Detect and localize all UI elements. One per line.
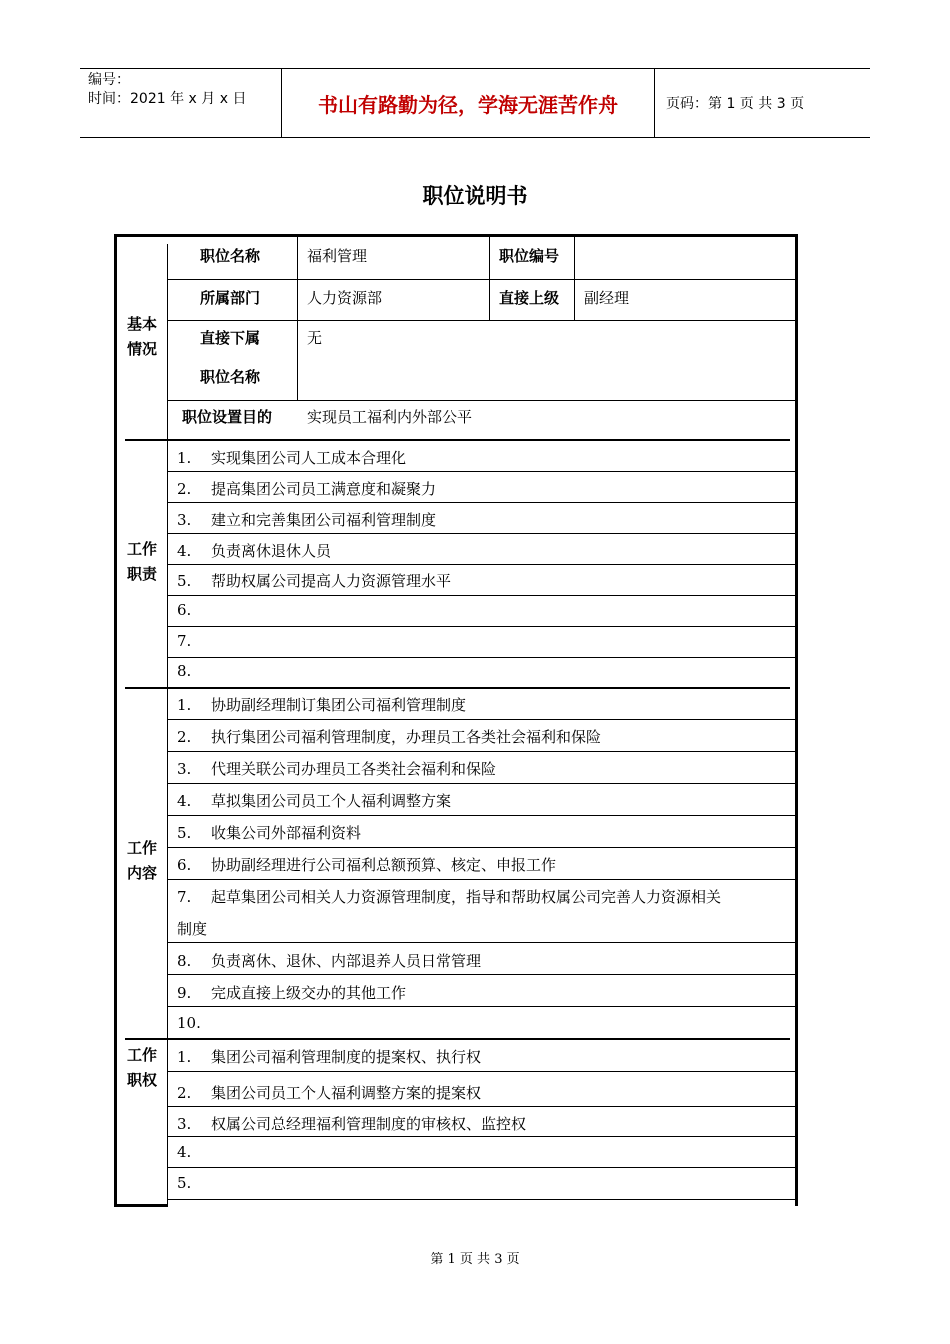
row-line	[168, 942, 795, 943]
position-no-label: 职位编号	[499, 247, 560, 265]
form-bottom-edge	[114, 1204, 168, 1207]
item-number: 6.	[177, 601, 192, 619]
basic-divider-1	[297, 237, 298, 400]
header-meta	[80, 69, 282, 137]
page-footer: 第 1 页 共 3 页	[430, 1252, 520, 1267]
item-number: 5.	[177, 1174, 192, 1192]
row-line	[168, 1071, 795, 1072]
row-line	[168, 815, 795, 816]
time-label: 时间：2021 年 x 月 x 日	[88, 91, 247, 107]
item-number: 6.	[177, 856, 192, 874]
item-text: 负责离休、退休、内部退养人员日常管理	[211, 952, 482, 970]
duty-item	[177, 447, 406, 468]
authority-item	[177, 1113, 526, 1134]
item-number: 3.	[177, 1115, 192, 1133]
content-item-continuation	[177, 918, 207, 939]
duty-item	[177, 601, 211, 619]
row-line	[168, 533, 795, 534]
content-item	[177, 726, 601, 747]
duty-item	[177, 662, 211, 680]
row-line	[168, 879, 795, 880]
superior-label: 直接上级	[499, 289, 560, 307]
item-number: 2.	[177, 728, 192, 746]
item-number: 1.	[177, 696, 192, 714]
section-basic-label	[118, 312, 166, 362]
item-number: 5.	[177, 572, 192, 590]
content-item	[177, 758, 496, 779]
purpose-value: 实现员工福利内外部公平	[307, 408, 473, 426]
content-item	[177, 886, 721, 907]
item-number: 8.	[177, 662, 192, 680]
section-content-label	[118, 836, 166, 886]
section-basic-line2: 情况	[126, 340, 157, 358]
row-line	[168, 564, 795, 565]
section-content-line1: 工作	[126, 839, 157, 857]
row-line	[168, 1167, 795, 1168]
content-item	[177, 694, 466, 715]
item-number: 9.	[177, 984, 192, 1002]
content-item	[177, 822, 361, 843]
item-number: 5.	[177, 824, 192, 842]
position-name-value: 福利管理	[307, 247, 368, 265]
content-item	[177, 790, 451, 811]
item-number: 8.	[177, 952, 192, 970]
page-title: 职位说明书	[422, 184, 528, 208]
header-page-info: 页码：第 1 页 共 3 页	[666, 96, 805, 112]
item-text: 制度	[177, 920, 208, 938]
section-line	[125, 1038, 790, 1040]
section-basic-line1: 基本	[126, 315, 157, 333]
item-text: 完成直接上级交办的其他工作	[211, 984, 407, 1002]
duty-item	[177, 478, 436, 499]
authority-item	[177, 1174, 211, 1192]
item-text: 集团公司福利管理制度的提案权、执行权	[211, 1048, 482, 1066]
authority-item	[177, 1143, 211, 1161]
item-text: 建立和完善集团公司福利管理制度	[211, 511, 437, 529]
section-divider	[167, 244, 168, 1206]
purpose-label: 职位设置目的	[182, 408, 273, 426]
row-line	[168, 719, 795, 720]
row-line	[168, 595, 795, 596]
row-line	[168, 279, 795, 280]
duty-item	[177, 570, 451, 591]
item-number: 7.	[177, 632, 192, 650]
subordinate-value: 无	[307, 329, 323, 347]
item-text: 实现集团公司人工成本合理化	[211, 449, 407, 467]
section-authority-line2: 职权	[126, 1071, 157, 1089]
item-text: 协助副经理制订集团公司福利管理制度	[211, 696, 467, 714]
content-item	[177, 854, 556, 875]
item-number: 1.	[177, 449, 192, 467]
row-line	[168, 626, 795, 627]
section-line	[125, 439, 790, 441]
duty-item	[177, 509, 436, 530]
row-line	[168, 502, 795, 503]
item-number: 3.	[177, 760, 192, 778]
item-number: 4.	[177, 542, 192, 560]
item-text: 收集公司外部福利资料	[211, 824, 362, 842]
item-text: 帮助权属公司提高人力资源管理水平	[211, 572, 452, 590]
item-text: 权属公司总经理福利管理制度的审核权、监控权	[211, 1115, 527, 1133]
item-number: 4.	[177, 792, 192, 810]
department-label: 所属部门	[200, 289, 261, 307]
item-text: 起草集团公司相关人力资源管理制度，指导和帮助权属公司完善人力资源相关	[211, 888, 722, 906]
row-line	[168, 471, 795, 472]
row-line	[168, 1106, 795, 1107]
item-text: 执行集团公司福利管理制度，办理员工各类社会福利和保险	[211, 728, 602, 746]
document-header	[80, 68, 870, 138]
section-authority-line1: 工作	[126, 1046, 157, 1064]
duty-item	[177, 632, 211, 650]
row-line	[168, 847, 795, 848]
section-duties-label	[118, 537, 166, 587]
section-authority-label	[118, 1043, 166, 1093]
row-line	[168, 1199, 795, 1200]
item-text: 负责离休退休人员	[211, 542, 332, 560]
item-text: 草拟集团公司员工个人福利调整方案	[211, 792, 452, 810]
row-line	[168, 657, 795, 658]
section-content-line2: 内容	[126, 864, 157, 882]
position-name-label: 职位名称	[200, 247, 261, 265]
item-number: 2.	[177, 1084, 192, 1102]
department-value: 人力资源部	[307, 289, 383, 307]
item-text: 代理关联公司办理员工各类社会福利和保险	[211, 760, 497, 778]
item-number: 10.	[177, 1014, 201, 1032]
section-line	[125, 687, 790, 689]
item-text: 提高集团公司员工满意度和凝聚力	[211, 480, 437, 498]
row-line	[168, 1136, 795, 1137]
section-duties-line2: 职责	[126, 565, 157, 583]
item-text: 集团公司员工个人福利调整方案的提案权	[211, 1084, 482, 1102]
content-item	[177, 1014, 211, 1032]
authority-item	[177, 1046, 481, 1067]
duty-item	[177, 540, 331, 561]
superior-value: 副经理	[584, 289, 630, 307]
row-line	[168, 400, 795, 401]
content-item	[177, 950, 481, 971]
row-line	[168, 751, 795, 752]
subordinate-label-1: 直接下属	[200, 329, 261, 347]
row-line	[168, 783, 795, 784]
header-motto: 书山有路勤为径，学海无涯苦作舟	[282, 69, 655, 137]
item-number: 2.	[177, 480, 192, 498]
row-line	[168, 1006, 795, 1007]
item-number: 7.	[177, 888, 192, 906]
content-item	[177, 982, 406, 1003]
row-line	[168, 320, 795, 321]
section-duties-line1: 工作	[126, 540, 157, 558]
item-number: 3.	[177, 511, 192, 529]
item-text: 协助副经理进行公司福利总额预算、核定、申报工作	[211, 856, 557, 874]
item-number: 4.	[177, 1143, 192, 1161]
subordinate-label-2: 职位名称	[200, 368, 261, 386]
row-line	[168, 974, 795, 975]
number-label: 编号：	[88, 72, 130, 88]
authority-item	[177, 1082, 481, 1103]
item-number: 1.	[177, 1048, 192, 1066]
